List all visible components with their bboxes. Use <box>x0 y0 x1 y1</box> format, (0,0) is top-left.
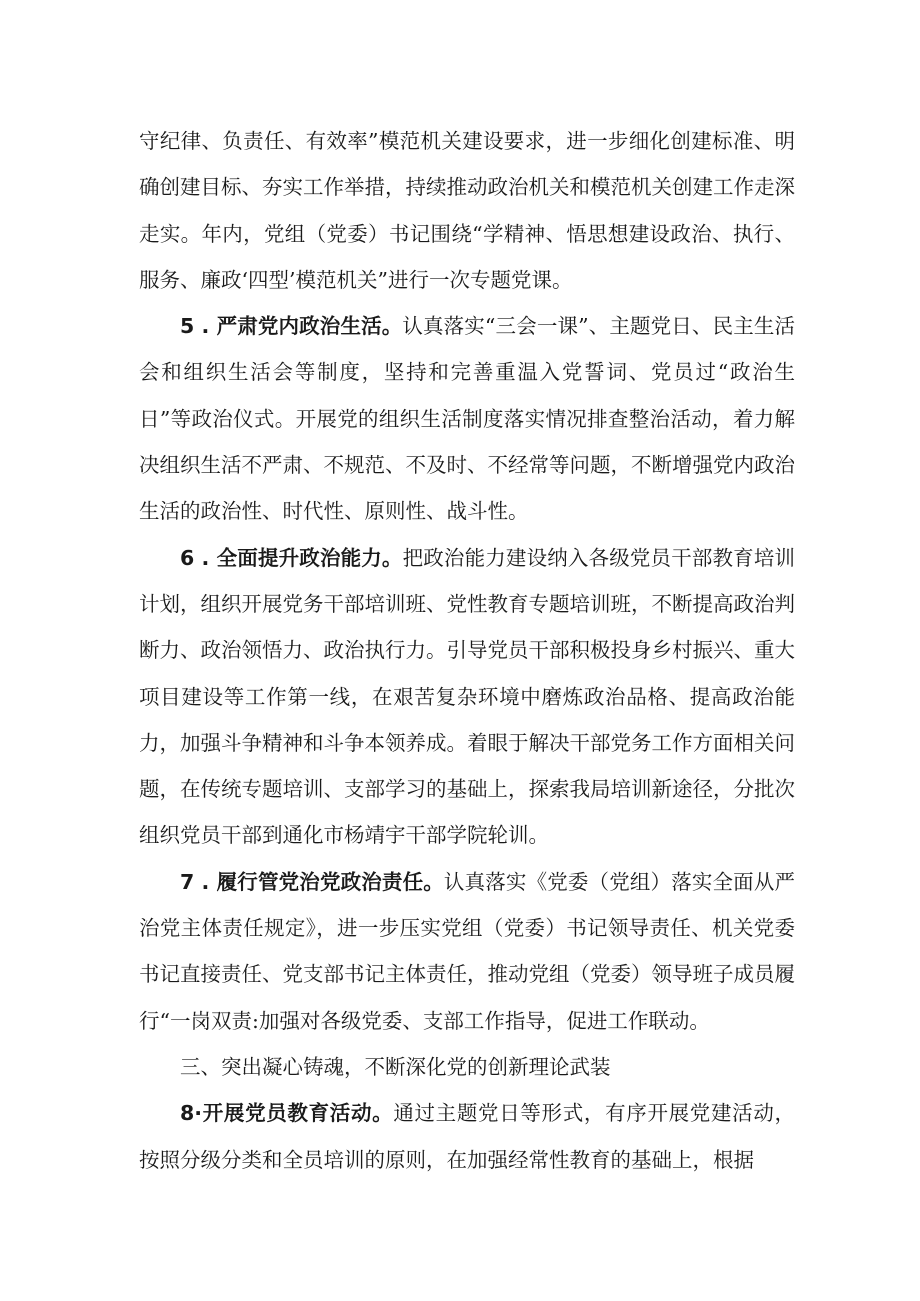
item-8-paragraph <box>139 1090 795 1183</box>
section-heading: 三、突出凝心铸魂，不断深化党的创新理论武装 <box>180 1054 611 1079</box>
item-6-heading: 6 . 全面提升政治能力。 <box>180 545 403 570</box>
item-5-paragraph <box>139 303 795 534</box>
item-8-text: 通过主题党日等形式，有序开展党建活动，按照分级分类和全员培训的原则，在加强经常性教育的基础上，根据 <box>139 1101 796 1172</box>
item-7-heading: 7 . 履行管党治党政治责任。 <box>180 869 444 894</box>
item-5-heading: 5 . 严肃党内政治生活。 <box>180 314 403 339</box>
item-6-paragraph <box>139 535 795 859</box>
item-5-text: 认真落实“三会一课”、主题党日、民主生活会和组织生活会等制度，坚持和完善重温入党誓词、党员过“政治生日”等政治仪式。开展党的组织生活制度落实情况排查整治活动，着力解决组织生活不严肃、不规范、不及时、不经常等问题，不断增强党内政治生活的政治性、时代性、原则性、战斗性。 <box>139 314 795 524</box>
item-6-text: 把政治能力建设纳入各级党员干部教育培训计划，组织开展党务干部培训班、党性教育专题培训班，不断提高政治判断力、政治领悟力、政治执行力。引导党员干部积极投身乡村振兴、重大项目建设等工作第一线，在艰苦复杂环境中磨炼政治品格、提高政治能力，加强斗争精神和斗争本领养成。着眼于解决干部党务工作方面相关问题，在传统专题培训、支部学习的基础上，探索我局培训新途径，分批次组织党员干部到通化市杨靖宇干部学院轮训。 <box>139 545 796 848</box>
item-7-paragraph <box>139 859 795 1044</box>
item-8-heading: 8·开展党员教育活动。 <box>180 1101 394 1126</box>
document-body <box>139 118 795 1183</box>
item-7-text: 认真落实《党委（党组）落实全面从严治党主体责任规定》，进一步压实党组（党委）书记领导责任、机关党委书记直接责任、党支部书记主体责任，推动党组（党委）领导班子成员履行“一岗双责:加强对各级党委、支部工作指导，促进工作联动。 <box>139 869 795 1033</box>
continuation-paragraph: 守纪律、负责任、有效率”模范机关建设要求，进一步细化创建标准、明确创建目标、夯实工作举措，持续推动政治机关和模范机关创建工作走深走实。年内，党组（党委）书记围绕“学精神、悟思想建设政治、执行、服务、廉政‘四型’模范机关”进行一次专题党课。 <box>139 129 795 292</box>
